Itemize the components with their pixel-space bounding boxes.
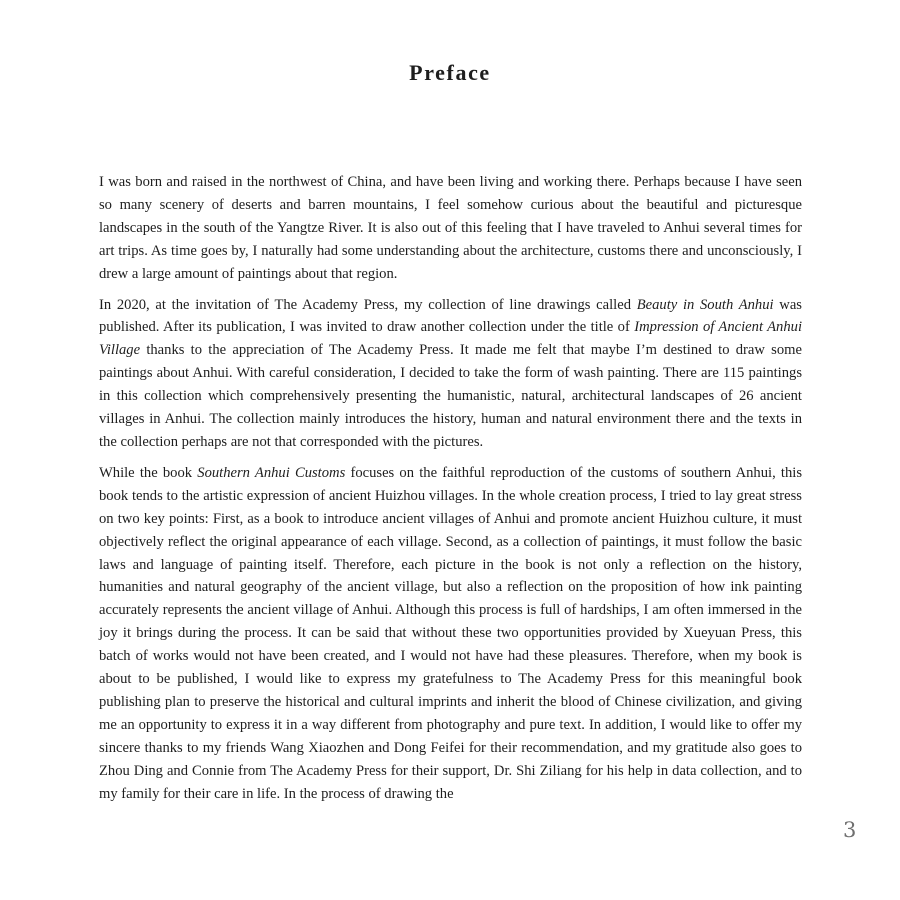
- paragraph-text: focuses on the faithful reproduction of the customs of southern Anhui, this book tends to the artistic expression of ancient Huizhou villages. In the whole creation process, I tried to lay great stress on two key points: First, as a book to introduce ancient villages of Anhui and promote ancient Huizhou culture, it must objectively reflect the original appearance of each village. Second, as a collection of paintings, it must follow the basic laws and language of painting itself. Therefore, each picture in the book is not only a reflection on the history, humanities and natural geography of the ancient village, but also a reflection on the proposition of how ink painting accurately represents the ancient village of Anhui. Although this process is full of hardships, I am often immersed in the joy it brings during the process. It can be said that without these two opportunities provided by Xueyuan Press, this batch of works would not have been created, and I would not have had these pleasures. Therefore, when my book is about to be published, I would like to express my gratefulness to The Academy Press for this meaningful book publishing plan to preserve the historical and cultural imprints and inherit the blood of Chinese civilization, and giving me an opportunity to express it in a way different from photography and pure text. In addition, I would like to offer my sincere thanks to my friends Wang Xiaozhen and Dong Feifei for their recommendation, and my gratitude also goes to Zhou Ding and Connie from The Academy Press for their support, Dr. Shi Ziliang for his help in data collection, and to my family for their care in life. In the process of drawing the: [99, 464, 803, 802]
- preface-body: [99, 171, 802, 813]
- paragraph-text: In 2020, at the invitation of The Academy Press, my collection of line drawings called: [99, 296, 637, 313]
- paragraph-3: [99, 462, 802, 806]
- paragraph-text: was published. After its publication, I was invited to draw another collection under the title of: [99, 296, 802, 336]
- paragraph-2: [99, 294, 802, 454]
- paragraph-text: I was born and raised in the northwest of China, and have been living and working there. Perhaps because I have seen so many scenery of deserts and barren mountains, I feel somehow curious about the beautiful and picturesque landscapes in the south of the Yangtze River. It is also out of this feeling that I have traveled to Anhui several times for art trips. As time goes by, I naturally had some understanding about the architecture, customs there and unconsciously, I drew a large amount of paintings about that region.: [99, 174, 802, 282]
- book-title-text: Southern Anhui Customs: [197, 464, 346, 481]
- paragraph-1: [99, 171, 802, 286]
- page-number: 3: [843, 818, 857, 842]
- paragraph-text: While the book: [99, 464, 198, 481]
- book-title-text: Impression of Ancient Anhui Village: [99, 319, 802, 359]
- page-title: Preface: [409, 60, 491, 85]
- book-title-text: Beauty in South Anhui: [636, 296, 774, 313]
- paragraph-text: thanks to the appreciation of The Academy Press. It made me felt that maybe I’m destined to draw some paintings about Anhui. With careful consideration, I decided to take the form of wash painting. There are 115 paintings in this collection which comprehensively presenting the humanistic, natural, architectural landscapes of 26 ancient villages in Anhui. The collection mainly introduces the history, human and natural environment there and the texts in the collection perhaps are not that corresponded with the pictures.: [99, 342, 802, 450]
